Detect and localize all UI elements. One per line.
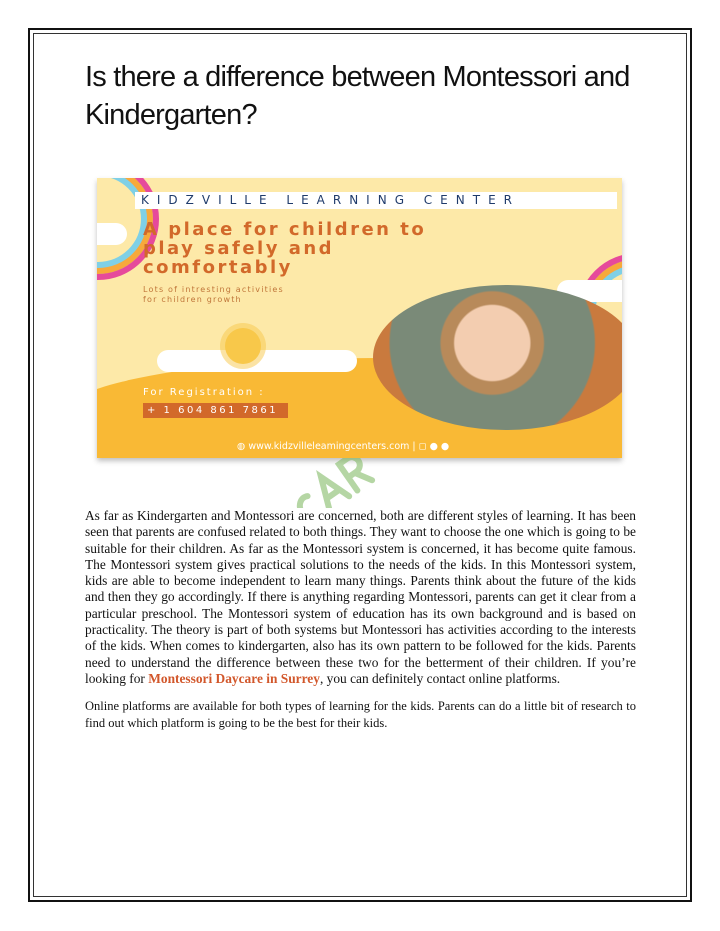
twitter-icon: ● <box>429 441 438 452</box>
banner-headline: A place for children to play safely and comfortably <box>143 219 427 278</box>
child-photo <box>373 285 622 430</box>
cloud <box>97 223 127 245</box>
paragraph-text: , you can definitely contact online platforms. <box>319 670 561 686</box>
kidzville-banner-image <box>97 178 622 458</box>
instagram-icon: ◻ <box>418 441 427 452</box>
article-body <box>85 508 636 742</box>
banner-subtitle-line: Lots of intresting activities <box>143 285 284 294</box>
facebook-icon: ● <box>440 441 450 452</box>
sun-icon <box>225 328 261 364</box>
paragraph <box>85 508 636 687</box>
banner-subtitle <box>143 285 284 305</box>
phone-number: + 1 604 861 7861 <box>143 403 288 418</box>
banner-website <box>237 441 449 453</box>
banner-subtitle-line: for children growth <box>143 295 242 304</box>
paragraph: Online platforms are available for both types of learning for the kids. Parents can do a little bit of research to find out which platform is going to be the best for their kids. <box>85 699 636 730</box>
banner-brand: KIDZVILLE LEARNING CENTER <box>135 192 617 209</box>
website-text: www.kidzvilleleamingcenters.com | <box>248 441 416 452</box>
montessori-daycare-link[interactable]: Montessori Daycare in Surrey <box>148 670 320 686</box>
page-title: Is there a difference between Montessori and Kindergarten? <box>85 61 630 131</box>
page-border-inner <box>33 33 687 897</box>
globe-icon: ◍ <box>237 441 249 452</box>
registration-label: For Registration : <box>143 387 265 398</box>
paragraph-text: As far as Kindergarten and Montessori are concerned, both are different styles of learning. It has been seen that parents are confused related to both things. They want to choose the one which is going to be suitable for their children. As far as the Montessori system is concerned, it has become quite famous. The Montessori system gives practical solutions to the needs of the kids. In this Montessori system, kids are able to become independent to learn many things. Parents think about the future of the kids and then they go accordingly. If there is anything regarding Montessori, parents can get it clear from a particular preschool. The Montessori system of education has its own background and is based on practicality. The theory is part of both systems but Montessori has activities according to the interests of the kids. When comes to kindergarten, also has its own pattern to be followed for the kids. Parents need to understand the difference between these two for the betterment of their children. If you’re looking for <box>85 508 636 686</box>
